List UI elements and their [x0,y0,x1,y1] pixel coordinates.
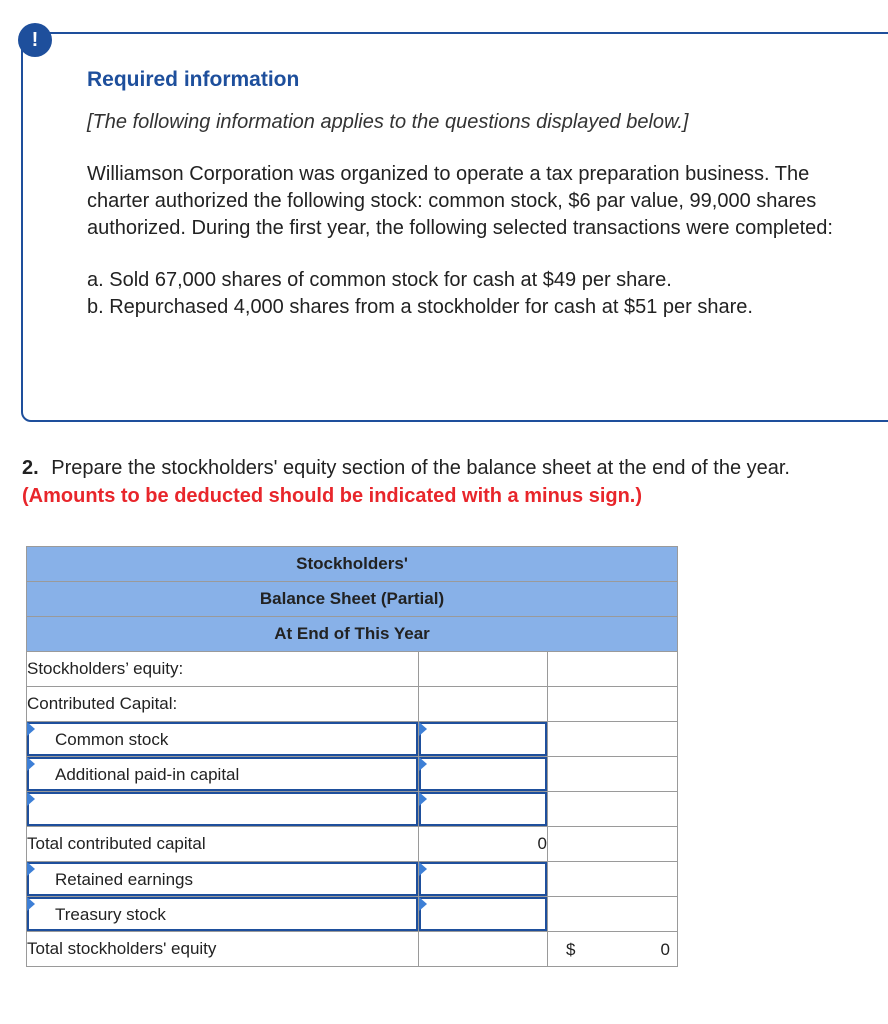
dropdown-arrow-icon [419,757,427,771]
treasury-stock-label: Treasury stock [55,904,166,924]
question-instruction: (Amounts to be deducted should be indicated with a minus sign.) [22,485,643,507]
total-contributed-value: 0 [419,827,548,862]
table-row [27,862,678,897]
blank-amount-input[interactable] [419,792,548,827]
apic-amount-input[interactable] [419,757,548,792]
row-label-equity: Stockholders’ equity: [27,652,419,687]
total-cell [548,652,678,687]
total-cell [548,757,678,792]
required-info-content [87,68,847,321]
total-cell [548,722,678,757]
info-note: [The following information applies to the questions displayed below.] [87,111,689,133]
table-row [27,897,678,932]
total-equity-value: 0 [660,940,670,959]
total-cell [548,687,678,722]
header-stockholders: Stockholders' [27,547,678,582]
transaction-a: a. Sold 67,000 shares of common stock for cash at $49 per share. [87,269,672,291]
question-number: 2. [22,457,39,479]
apic-label: Additional paid-in capital [55,764,240,784]
dropdown-arrow-icon [27,792,35,806]
header-date: At End of This Year [27,617,678,652]
amount-cell [419,652,548,687]
total-cell [548,792,678,827]
table-row [27,687,678,722]
required-info-title: Required information [87,68,300,91]
balance-sheet-table [26,546,678,967]
apic-label-dropdown[interactable] [27,757,419,792]
common-stock-label-dropdown[interactable] [27,722,419,757]
dropdown-arrow-icon [419,897,427,911]
retained-earnings-label-dropdown[interactable] [27,862,419,897]
question-body: Prepare the stockholders' equity section of the balance sheet at the end of the year. [51,457,790,479]
exclamation-icon: ! [18,23,52,57]
table-row [27,932,678,967]
common-stock-amount-input[interactable] [419,722,548,757]
total-contributed-label: Total contributed capital [27,827,419,862]
amount-cell [419,687,548,722]
total-equity-label: Total stockholders' equity [27,932,419,967]
question-text [22,454,888,510]
treasury-stock-amount-input[interactable] [419,897,548,932]
total-cell [548,862,678,897]
total-cell [548,897,678,932]
table-row [27,652,678,687]
common-stock-label: Common stock [55,729,169,749]
transaction-b: b. Repurchased 4,000 shares from a stockholder for cash at $51 per share. [87,296,753,318]
treasury-stock-label-dropdown[interactable] [27,897,419,932]
retained-earnings-amount-input[interactable] [419,862,548,897]
table-row [27,827,678,862]
dropdown-arrow-icon [419,722,427,736]
row-label-contributed: Contributed Capital: [27,687,419,722]
blank-label-dropdown[interactable] [27,792,419,827]
info-paragraph: Williamson Corporation was organized to operate a tax preparation business. The charter authorized the following stock: common stock, $6 par value, 99,000 shares authorized. During the first year, the following selected transactions were completed: [87,163,833,239]
table-row [27,722,678,757]
retained-earnings-label: Retained earnings [55,869,193,889]
header-balance-sheet: Balance Sheet (Partial) [27,582,678,617]
total-equity-cell [548,932,678,967]
dropdown-arrow-icon [419,862,427,876]
amount-cell [419,932,548,967]
table-row [27,792,678,827]
table-row [27,757,678,792]
total-cell [548,827,678,862]
dropdown-arrow-icon [419,792,427,806]
currency-sign: $ [566,940,576,959]
